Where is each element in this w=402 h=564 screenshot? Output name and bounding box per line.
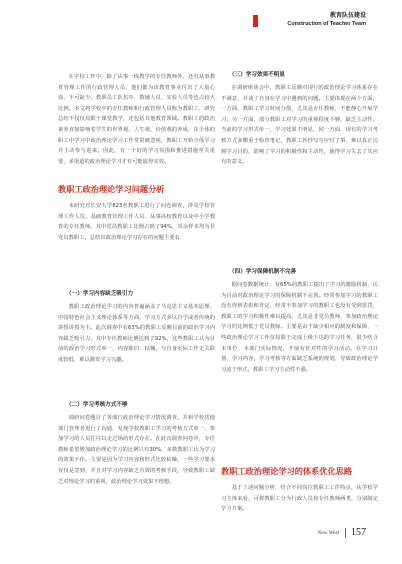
page-footer [318, 527, 366, 538]
subsection-heading: （四）学习保障机制不完善 [229, 269, 297, 275]
section-heading: 教职工政治理论学习问题分析 [58, 184, 165, 194]
subsection-heading: （二）学习考核方式不够 [66, 402, 128, 408]
paragraph: 在学校工作中，除了从事一线教学的专任教师外，还有从事教育管理工作的行政管理人员，他们都为该教育事业付出了大量心血，不可缺少。教职员工队伍中，教辅人员、实验人员等也占较大比例。本文将学校中的专任教师和行政管理人员称为教职工，研究总结不仅仅局限于课堂教学，还包括其他教育领域。教职工的政治素养直接影响着学生的世界观、人生观、价值观的养成，在全体的职工中学习中政治理论学习工作常常被忽视，教职工开始全体学习并主动参与进来。因此，有一个好的学习氛围和推进措施至关重要，多渠道的政治理论学习才有可能取得实效。 [58, 74, 215, 165]
page-number: 157 [351, 527, 366, 538]
paragraph: 据问卷数据统计，有65%的教职工提出了学习的激励机制，认为目前对政治理论学习的保障机制不完善。经常参加学习的教职工没有得到表彰和肯定，经常不参加学习的教职工也没有受到惩罚，教职工的学习积极性难以提高，尤其是非党员教师，参加政治理论学习的比例低于党员教师。主要是由于缺少相应的制度和保障，一些政治理论学习工作仅局限于完成上级下达的学习任务，很少结合本单位、本部门实际情况，开展有针对性的学习活动。在学习计划、学习内容、学习考核等方面缺乏系统的规划，导致政治理论学习流于形式，教职工学习主动性不强。 [221, 282, 378, 373]
paragraph: 基于上述问题分析，结合不同岗位教职工工作特点，从学校学习主体来看，可将教职工分为行政人员和专任教师两类，分别制定学习方案。 [221, 485, 378, 513]
running-header [287, 12, 366, 28]
section-heading: 教职工政治理论学习的体系优化思路 [221, 466, 353, 476]
footer-brand: New West [317, 529, 339, 536]
paragraph: 在调研座谈会中，教职工反映对现行的政治理论学习体系存在不满意，并谈了自身在学习中遇到的问题。主要体现在两个方面，一方面，教职工学习时间分散，尤其是专任教师，不能静心开展学习；另一方面，部分教职工对学习的重视程度不够，缺乏主动性。当前的学习形式单一，学习效果不明显，同一方面，现有的学习考核方式多侧重于检查笔记，教职工抄抄写写应付了事，难以真正达到学习目的，影响了学习的积极性和主动性，使得学习失去了其应有的意义。 [221, 85, 378, 166]
header-title-cn: 教育队伍建设 [329, 12, 366, 19]
subsection-heading: （一）学习内容缺乏吸引力 [66, 291, 134, 297]
header-title-en: Construction of Teacher Team [287, 21, 366, 27]
paragraph: 教职工政治理论学习的内容普遍涵盖了马克思主义基本原理、中国特色社会主义理论体系等方面，学习方式多以自学或者传统的讲授讲授为主。此次调查中有63%的教职工反映目前的政治学习内容缺乏吸引力，其中专任教师比例达到了92%，这些教职工认为目前的政治学习形式单一、内容陈旧、枯燥，与自身实际工作无关联度较低，难以激发学习兴趣。 [58, 304, 215, 363]
footer-divider [345, 528, 346, 538]
subsection-heading: （三）学习效果不明显 [229, 72, 285, 78]
paragraph: 调研问卷题目了各部门政治理论学习情况调查，并和学校其他部门管理者进行了沟通，发现学校教职工学习的考核方式单一，参加学习的人员往往以走过场的形式存在。在此次调查问卷中，专任教师希望增加政治理论学习的比例只有30%，多数教职工认为学习的效果不佳。主要是因为学习内容和形式比较枯燥，一些学习要求仅仅是签到，并且对学习内容缺乏有效的考核手段，导致教职工缺乏对理论学习的重视，政治理论学习效果不理想。 [58, 415, 215, 485]
left-column [58, 72, 215, 561]
header-accent-bar [253, 15, 258, 27]
paragraph: 本研究对长安大学823名教职工进行了问卷调查，涉及学校管理工作人员、基础教育管理工作人员、从事高校教育以及中小学教育的专任教师。其中党员教职工比例占到了94%，其余样本均为非党员教职工，总结出政治理论学习存在的问题主要有： [58, 203, 215, 241]
right-column [221, 72, 378, 515]
